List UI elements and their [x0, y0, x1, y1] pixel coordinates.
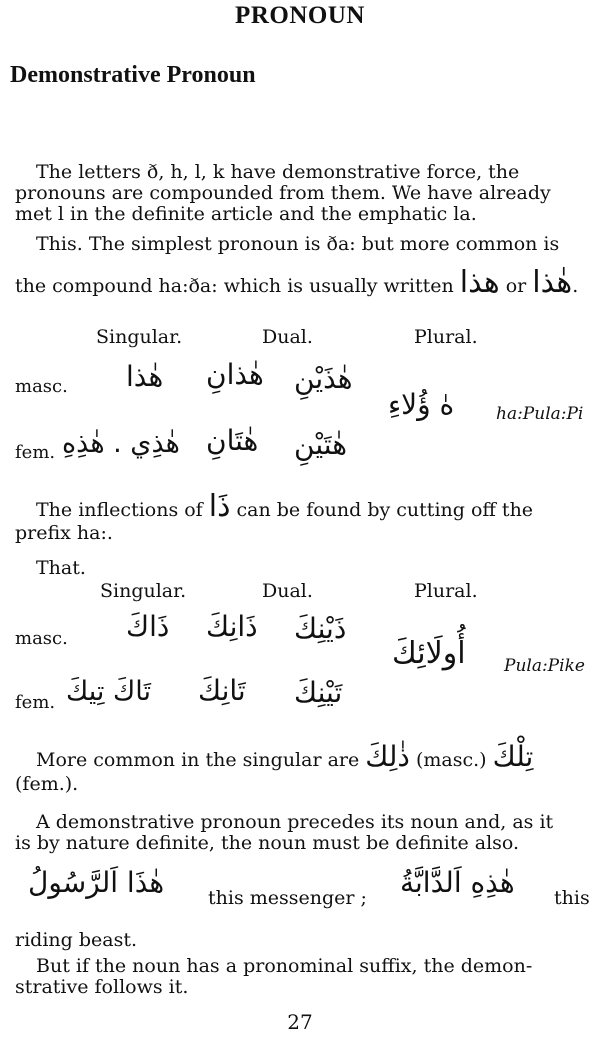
intro-line-3: met l in the definite article and the emphatic la. — [15, 203, 477, 225]
inflections-line-1b: can be found by cutting off the — [236, 499, 534, 521]
table2-fem-dual-1: تَانِكَ — [198, 674, 246, 707]
section-title: Demonstrative Pronoun — [10, 62, 256, 88]
suffix-line-2: strative follows it. — [15, 976, 189, 998]
table1-fem-dual-2: هٰتَيْنِ — [294, 428, 347, 461]
example-arabic-messenger: هٰذَا اَلرَّسُولُ — [28, 866, 165, 899]
table2-fem-singular: تَاكَ تِيكَ — [66, 676, 151, 707]
table2-header-plural: Plural. — [414, 580, 478, 602]
table2-masc-label: masc. — [15, 628, 68, 649]
table1-header-dual: Dual. — [262, 326, 313, 348]
table2-plural: أُولَائِكَ — [392, 636, 466, 671]
this-line-2-end: . — [572, 275, 579, 297]
table2-masc-dual-2: ذَيْنِكَ — [294, 612, 347, 645]
paragraph-inflections — [15, 489, 590, 524]
table2-masc-singular: ذَاكَ — [126, 610, 170, 643]
intro-line-2: pronouns are compounded from them. We have already — [15, 182, 551, 204]
intro-line-1: The letters ð, h, l, k have demonstrative force, the — [36, 161, 520, 183]
table2-fem-label: fem. — [15, 692, 56, 713]
table1-fem-singular: هٰذِي . هٰذِهِ — [62, 428, 180, 459]
chapter-title: PRONOUN — [235, 2, 365, 29]
table2-plural-translit: Pula:Pike — [504, 656, 585, 676]
table1-masc-dual-2: هٰذَيْنِ — [294, 362, 353, 395]
page-number: 27 — [287, 1010, 313, 1034]
table2-header-singular: Singular. — [100, 580, 187, 602]
arabic-hadha-1: هذا — [459, 265, 500, 300]
table1-header-singular: Singular. — [96, 326, 183, 348]
table1-fem-dual-1: هٰتَانِ — [206, 424, 259, 457]
paragraph-pronominal-suffix — [15, 956, 590, 998]
this-line-2-text: the compound ha:ða: which is usually written — [15, 275, 454, 297]
table1-masc-dual-1: هٰذانِ — [206, 358, 264, 391]
masc-note: (masc.) — [415, 749, 487, 771]
suffix-line-1: But if the noun has a pronominal suffix, the demon- — [36, 955, 533, 977]
example-text-this: this — [554, 887, 590, 909]
this-line-2 — [15, 265, 590, 300]
more-common-line-2: (fem.). — [15, 773, 79, 795]
table1-masc-label: masc. — [15, 376, 68, 397]
example-text-messenger: this messenger ; — [208, 887, 367, 909]
example-line-2: riding beast. — [15, 929, 137, 951]
arabic-tilka: تِلْكَ — [492, 740, 534, 773]
table2-fem-dual-2: تَيْنِكَ — [294, 676, 343, 709]
inflections-line-1a: The inflections of — [36, 499, 203, 521]
paragraph-more-common — [15, 740, 590, 773]
paragraph-this — [36, 234, 596, 255]
table1-plural-translit: ha:Pula:Pi — [496, 404, 584, 424]
paragraph-intro — [15, 162, 590, 225]
table1-plural: هٰ ؤُلاءِ — [388, 388, 455, 421]
table2-masc-dual-1: ذَانِكَ — [206, 610, 258, 643]
this-line-1: This. The simplest pronoun is ða: but more common is — [36, 233, 560, 255]
or-text: or — [505, 275, 527, 297]
table1-fem-label: fem. — [15, 442, 56, 463]
arabic-hadha-2: هٰذا — [532, 265, 573, 300]
precedes-line-1: A demonstrative pronoun precedes its noun and, as it — [36, 811, 554, 833]
inflections-line-2: prefix ha:. — [15, 522, 113, 544]
table2-header-dual: Dual. — [262, 580, 313, 602]
more-common-line-1a: More common in the singular are — [36, 749, 360, 771]
example-arabic-beast: هٰذِهِ اَلدَّابَّةُ — [400, 866, 515, 899]
that-intro: That. — [36, 557, 86, 579]
precedes-line-2: is by nature definite, the noun must be definite also. — [15, 832, 520, 854]
paragraph-precedes — [15, 812, 590, 854]
arabic-dha: ذَا — [208, 489, 231, 524]
table1-header-plural: Plural. — [414, 326, 478, 348]
arabic-dhalika: ذٰلِكَ — [365, 740, 410, 773]
table1-masc-singular: هٰذا — [126, 360, 164, 393]
